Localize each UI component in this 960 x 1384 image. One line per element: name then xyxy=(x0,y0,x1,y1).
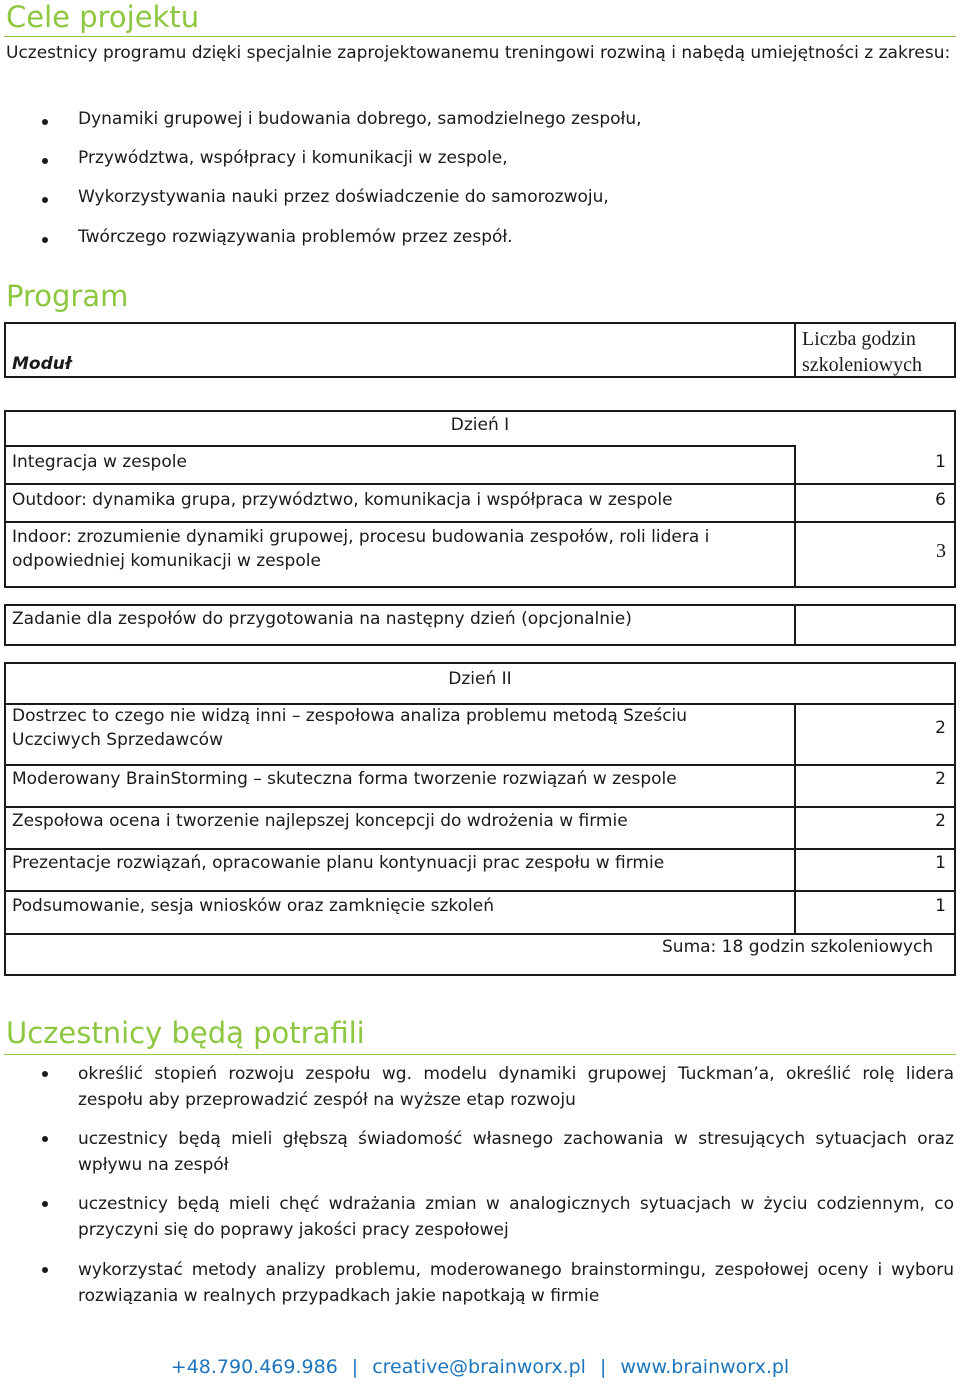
day1-title: Dzień I xyxy=(450,415,510,435)
participants-title: Uczestnicy będą potrafili xyxy=(6,1016,365,1050)
hours-header-line1: Liczba godzin xyxy=(802,328,916,350)
total-hours: Suma: 18 godzin szkoleniowych xyxy=(662,937,934,957)
day1-row-1: Integracja w zespole xyxy=(12,452,187,472)
program-title: Program xyxy=(6,279,129,313)
day2-title: Dzień II xyxy=(448,669,512,689)
list-item: określić stopień rozwoju zespołu wg. modelu dynamiki grupowej Tuckman’a, określić rolę lidera zespołu aby przeprowadzić zespół na wyższe etap rozwoju xyxy=(78,1061,954,1113)
goals-intro: Uczestnicy programu dzięki specjalnie zaprojektowanemu treningowi rozwiną i nabędą umiejętności z zakresu: xyxy=(6,43,951,63)
footer-contact xyxy=(0,1354,960,1380)
day2-row-4-hours: 1 xyxy=(935,853,946,873)
module-header: Moduł xyxy=(12,354,72,374)
list-item: Wykorzystywania nauki przez doświadczenie do samorozwoju, xyxy=(78,187,954,207)
day2-row-1-line1: Dostrzec to czego nie widzą inni – zespołowa analiza problemu metodą Sześciu xyxy=(12,706,688,726)
day2-row-2-hours: 2 xyxy=(935,769,946,789)
list-item: wykorzystać metody analizy problemu, moderowanego brainstormingu, zespołowej oceny i wyboru rozwiązania w realnych przypadkach jakie napotkają w firmie xyxy=(78,1257,954,1309)
goals-title: Cele projektu xyxy=(6,0,200,34)
hours-header-line2: szkoleniowych xyxy=(802,354,922,376)
day2-row-5-hours: 1 xyxy=(935,896,946,916)
list-item: Twórczego rozwiązywania problemów przez zespół. xyxy=(78,227,954,247)
footer-separator: | xyxy=(599,1356,607,1378)
list-item: Dynamiki grupowej i budowania dobrego, samodzielnego zespołu, xyxy=(78,109,954,129)
day2-row-4: Prezentacje rozwiązań, opracowanie planu kontynuacji prac zespołu w firmie xyxy=(12,853,665,873)
footer-separator: | xyxy=(351,1356,359,1378)
day2-row-5: Podsumowanie, sesja wniosków oraz zamknięcie szkoleń xyxy=(12,896,494,916)
day2-row-2: Moderowany BrainStorming – skuteczna forma tworzenie rozwiązań w zespole xyxy=(12,769,677,789)
day1-task: Zadanie dla zespołów do przygotowania na następny dzień (opcjonalnie) xyxy=(12,609,632,629)
day1-row-3-line1: Indoor: zrozumienie dynamiki grupowej, procesu budowania zespołów, roli lidera i xyxy=(12,527,710,547)
day1-row-2: Outdoor: dynamika grupa, przywództwo, komunikacja i współpraca w zespole xyxy=(12,490,673,510)
list-item: Przywództwa, współpracy i komunikacji w zespole, xyxy=(78,148,954,168)
list-item: uczestnicy będą mieli chęć wdrażania zmian w analogicznych sytuacjach w życiu codziennym, co przyczyni się do poprawy jakości pracy zespołowej xyxy=(78,1191,954,1243)
day2-row-1-line2: Uczciwych Sprzedawców xyxy=(12,730,223,750)
participants-title-rule xyxy=(4,1054,956,1055)
goals-title-rule xyxy=(4,36,956,37)
list-item: uczestnicy będą mieli głębszą świadomość własnego zachowania w stresujących sytuacjach oraz wpływu na zespół xyxy=(78,1126,954,1178)
footer-phone[interactable]: +48.790.469.986 xyxy=(170,1356,338,1378)
day2-row-3: Zespołowa ocena i tworzenie najlepszej koncepcji do wdrożenia w firmie xyxy=(12,811,628,831)
day2-row-3-hours: 2 xyxy=(935,811,946,831)
footer-email[interactable]: creative@brainworx.pl xyxy=(372,1356,586,1378)
day1-row-1-hours: 1 xyxy=(935,452,946,472)
day2-row-1-hours: 2 xyxy=(935,718,946,738)
day1-row-2-hours: 6 xyxy=(935,490,946,510)
day1-row-3-line2: odpowiedniej komunikacji w zespole xyxy=(12,551,321,571)
footer-website[interactable]: www.brainworx.pl xyxy=(620,1356,790,1378)
day1-row-3-hours: 3 xyxy=(936,540,946,562)
